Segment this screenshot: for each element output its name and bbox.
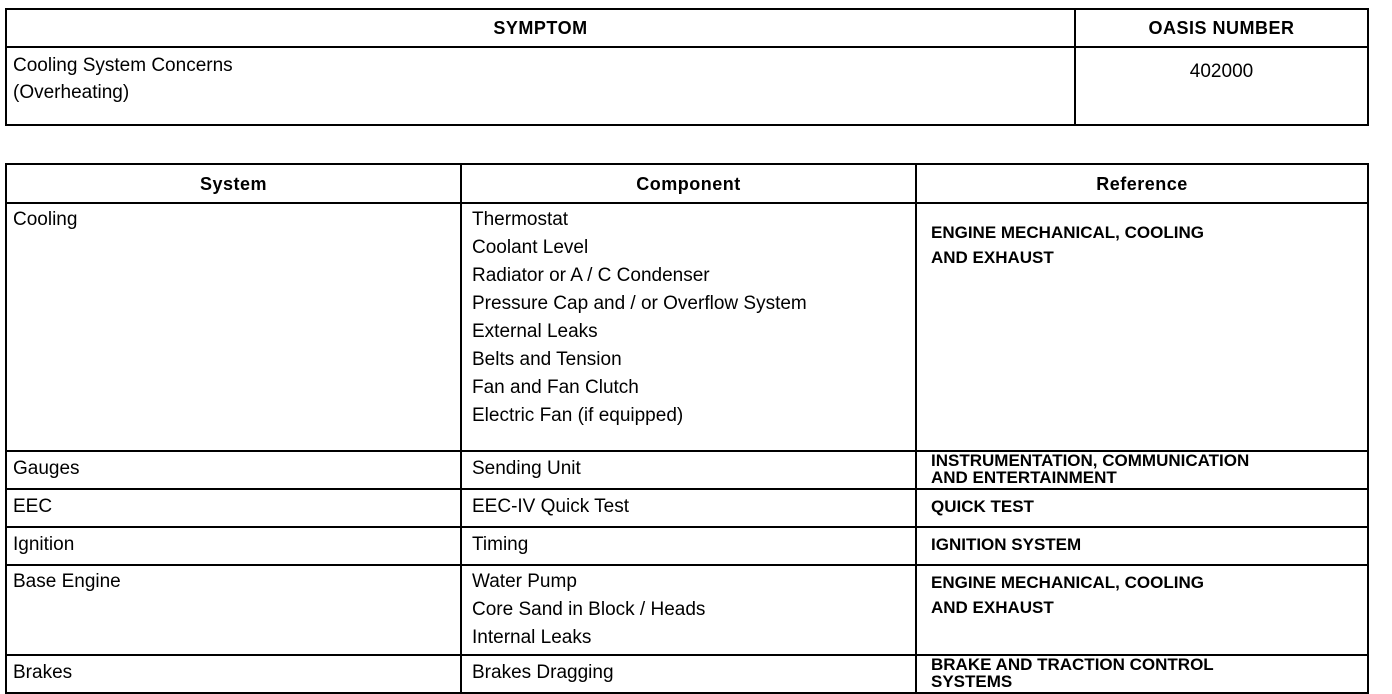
symptom-table xyxy=(5,8,1369,126)
oasis-number-header: OASIS NUMBER xyxy=(1075,9,1368,47)
table-row xyxy=(6,565,1368,655)
component-item: Core Sand in Block / Heads xyxy=(472,599,706,620)
diagnosis-header-row xyxy=(6,164,1368,203)
table-row xyxy=(6,655,1368,693)
oasis-number-cell: 402000 xyxy=(1075,47,1368,125)
component-item: Water Pump xyxy=(472,571,577,592)
system-cell: Gauges xyxy=(6,451,461,489)
diagnosis-table xyxy=(5,163,1369,694)
reference-line: AND EXHAUST xyxy=(931,598,1054,617)
symptom-text-line: (Overheating) xyxy=(13,82,130,103)
system-cell: Ignition xyxy=(6,527,461,565)
reference-line: SYSTEMS xyxy=(931,672,1013,691)
component-item: External Leaks xyxy=(472,321,598,342)
component-cell: Timing xyxy=(461,527,916,565)
system-cell: EEC xyxy=(6,489,461,527)
table-row xyxy=(6,489,1368,527)
component-item: Thermostat xyxy=(472,209,569,230)
component-cell xyxy=(461,203,916,451)
table-row xyxy=(6,527,1368,565)
component-cell: Brakes Dragging xyxy=(461,655,916,693)
symptom-header: SYMPTOM xyxy=(6,9,1075,47)
system-header: System xyxy=(6,164,461,203)
system-cell: Cooling xyxy=(6,203,461,451)
component-item: Radiator or A / C Condenser xyxy=(472,265,710,286)
system-cell: Base Engine xyxy=(6,565,461,655)
reference-line: AND EXHAUST xyxy=(931,248,1054,267)
reference-line: AND ENTERTAINMENT xyxy=(931,468,1117,487)
reference-cell: QUICK TEST xyxy=(916,489,1368,527)
component-item: Fan and Fan Clutch xyxy=(472,377,639,398)
symptom-cell xyxy=(6,47,1075,125)
symptom-text-line: Cooling System Concerns xyxy=(13,55,233,76)
reference-cell xyxy=(916,565,1368,655)
system-cell: Brakes xyxy=(6,655,461,693)
symptom-row xyxy=(6,47,1368,125)
component-item: Coolant Level xyxy=(472,237,589,258)
reference-cell: IGNITION SYSTEM xyxy=(916,527,1368,565)
reference-line: ENGINE MECHANICAL, COOLING xyxy=(931,573,1204,592)
table-row xyxy=(6,451,1368,489)
component-item: Internal Leaks xyxy=(472,627,592,648)
component-item: Pressure Cap and / or Overflow System xyxy=(472,293,807,314)
symptom-header-row xyxy=(6,9,1368,47)
component-cell: EEC-IV Quick Test xyxy=(461,489,916,527)
component-cell: Sending Unit xyxy=(461,451,916,489)
reference-cell xyxy=(916,451,1368,489)
reference-line: INSTRUMENTATION, COMMUNICATION xyxy=(931,451,1250,470)
reference-line: ENGINE MECHANICAL, COOLING xyxy=(931,223,1204,242)
component-item: Electric Fan (if equipped) xyxy=(472,405,684,426)
component-header: Component xyxy=(461,164,916,203)
reference-header: Reference xyxy=(916,164,1368,203)
reference-cell xyxy=(916,203,1368,451)
reference-cell xyxy=(916,655,1368,693)
reference-line: BRAKE AND TRACTION CONTROL xyxy=(931,655,1214,674)
component-item: Belts and Tension xyxy=(472,349,622,370)
component-cell xyxy=(461,565,916,655)
table-row xyxy=(6,203,1368,451)
